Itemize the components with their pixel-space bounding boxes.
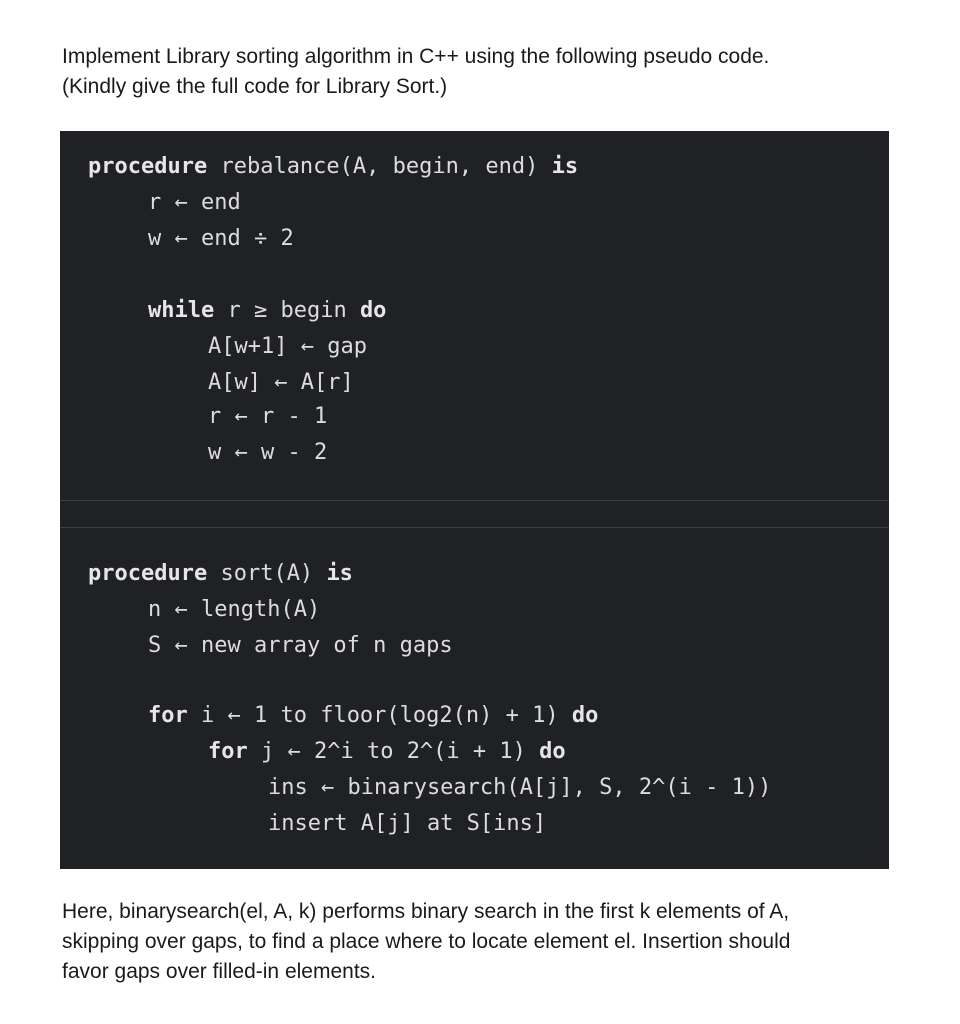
code-block-rebalance bbox=[60, 131, 889, 500]
code-line: A[w] ← A[r] bbox=[208, 370, 354, 395]
code-line bbox=[148, 297, 386, 325]
code-line: S ← new array of n gaps bbox=[148, 633, 453, 658]
code-line: A[w+1] ← gap bbox=[208, 334, 367, 359]
code-text: i ← 1 to floor(log2(n) + 1) bbox=[187, 703, 572, 728]
keyword: do bbox=[359, 298, 387, 323]
keyword: for bbox=[148, 703, 188, 728]
code-line: r ← r - 1 bbox=[208, 404, 328, 429]
keyword: do bbox=[571, 703, 599, 728]
code-text: rebalance(A, begin, end) bbox=[207, 154, 552, 179]
keyword: while bbox=[148, 298, 215, 323]
outro-line-3: favor gaps over filled-in elements. bbox=[62, 960, 376, 983]
intro-line-2: (Kindly give the full code for Library Sort.) bbox=[62, 75, 448, 98]
code-line: r ← end bbox=[148, 190, 241, 215]
keyword: procedure bbox=[88, 561, 208, 586]
code-line: insert A[j] at S[ins] bbox=[268, 811, 547, 836]
code-line bbox=[88, 560, 353, 588]
code-divider bbox=[60, 500, 889, 528]
explanation-text bbox=[62, 897, 892, 987]
code-line: w ← w - 2 bbox=[208, 440, 328, 465]
keyword: procedure bbox=[88, 154, 208, 179]
keyword: is bbox=[326, 561, 353, 586]
code-line bbox=[148, 702, 598, 730]
code-text: sort(A) bbox=[207, 561, 327, 586]
code-line: n ← length(A) bbox=[148, 597, 321, 622]
intro-text bbox=[62, 42, 902, 102]
intro-line-1: Implement Library sorting algorithm in C++ using the following pseudo code. bbox=[62, 45, 770, 68]
code-line bbox=[88, 153, 578, 181]
code-text: j ← 2^i to 2^(i + 1) bbox=[247, 739, 540, 764]
keyword: for bbox=[208, 739, 248, 764]
code-line: ins ← binarysearch(A[j], S, 2^(i - 1)) bbox=[268, 775, 772, 800]
keyword: do bbox=[539, 739, 566, 764]
code-text: r ≥ begin bbox=[214, 298, 360, 323]
code-block-sort bbox=[60, 528, 889, 869]
code-line: w ← end ÷ 2 bbox=[148, 226, 294, 251]
code-line bbox=[208, 738, 566, 766]
outro-line-2: skipping over gaps, to find a place where to locate element el. Insertion should bbox=[62, 930, 791, 953]
keyword: is bbox=[551, 154, 579, 179]
outro-line-1: Here, binarysearch(el, A, k) performs binary search in the first k elements of A, bbox=[62, 900, 790, 923]
